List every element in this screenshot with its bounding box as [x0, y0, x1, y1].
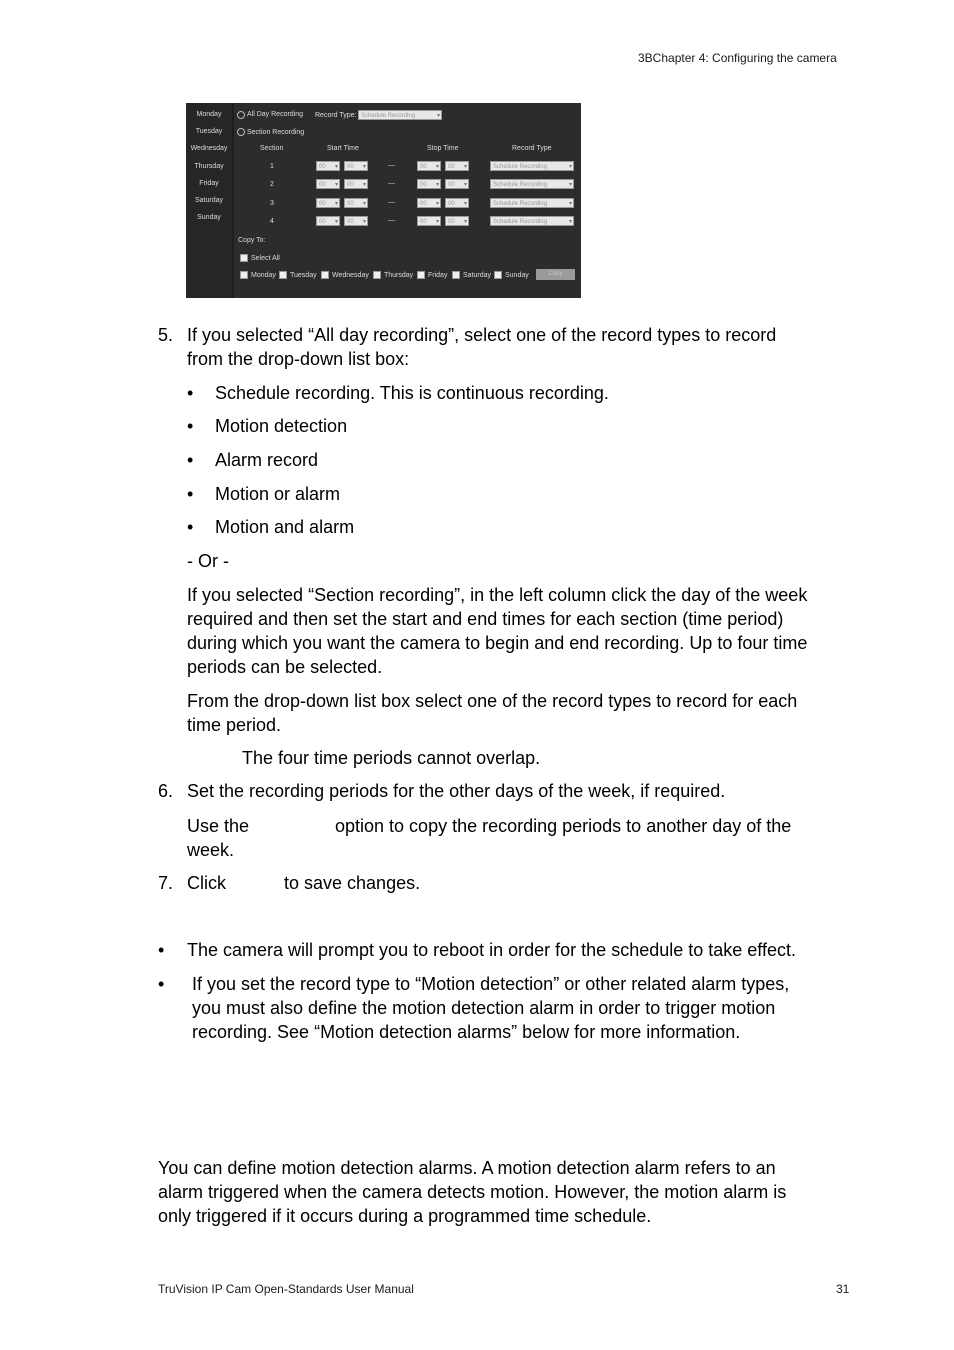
day-thursday[interactable]: Thursday	[194, 163, 224, 170]
note-item-line: you must also define the motion detection alarm in order to trigger motion	[192, 998, 776, 1018]
copy-day-label: Tuesday	[290, 272, 317, 279]
use-copy-text: Use the	[187, 816, 250, 836]
motion-paragraph-line: You can define motion detection alarms. A motion detection alarm refers to an	[158, 1158, 776, 1178]
day-monday[interactable]: Monday	[196, 111, 222, 118]
copy-tuesday-checkbox[interactable]	[279, 271, 287, 279]
section-radio[interactable]	[237, 128, 245, 136]
motion-paragraph-line: alarm triggered when the camera detects motion. However, the motion alarm is	[158, 1182, 787, 1202]
section-number: 4	[270, 218, 274, 225]
schedule-main	[234, 103, 581, 298]
footer-manual-title: TruVision IP Cam Open-Standards User Manual	[158, 1282, 414, 1296]
day-saturday[interactable]: Saturday	[194, 197, 224, 204]
bullet-item: Motion and alarm	[215, 517, 355, 537]
dropdown-paragraph-line: time period.	[187, 715, 282, 735]
bullet: •	[187, 416, 194, 436]
stop-minute[interactable]: 00 ▾	[445, 216, 469, 226]
note-item: The camera will prompt you to reboot in order for the schedule to take effect.	[187, 940, 796, 960]
copy-button[interactable]: Copy	[536, 269, 575, 280]
day-wednesday[interactable]: Wednesday	[190, 145, 228, 152]
stop-minute[interactable]: 00 ▾	[445, 179, 469, 189]
section-number: 3	[270, 200, 274, 207]
note-item-line: recording. See “Motion detection alarms” below for more information.	[192, 1022, 741, 1042]
copy-friday-checkbox[interactable]	[417, 271, 425, 279]
copy-day-label: Wednesday	[332, 272, 369, 279]
use-copy-text: week.	[187, 840, 235, 860]
section-paragraph-line: If you selected “Section recording”, in the left column click the day of the week	[187, 585, 808, 605]
stop-hour[interactable]: 00 ▾	[417, 161, 441, 171]
start-minute[interactable]: 00 ▾	[344, 161, 368, 171]
bullet-item: Schedule recording. This is continuous recording.	[215, 383, 609, 403]
stop-hour[interactable]: 00 ▾	[417, 179, 441, 189]
copy-sunday-checkbox[interactable]	[494, 271, 502, 279]
col-start: Start Time	[327, 145, 359, 152]
step-number: 5.	[158, 325, 174, 345]
copy-day-label: Friday	[428, 272, 448, 279]
copy-day-label: Monday	[251, 272, 276, 279]
bullet: •	[187, 450, 194, 470]
record-type-select[interactable]: Schedule Recording ▾	[358, 110, 442, 120]
col-stop: Stop Time	[427, 145, 459, 152]
select-all-checkbox[interactable]	[240, 254, 248, 262]
step6-text: Set the recording periods for the other days of the week, if required.	[187, 781, 726, 801]
stop-hour[interactable]: 00 ▾	[417, 198, 441, 208]
motion-paragraph-line: only triggered if it occurs during a programmed time schedule.	[158, 1206, 652, 1226]
bullet: •	[187, 484, 194, 504]
use-copy-text: option to copy the recording periods to another day of the	[335, 816, 792, 836]
all-day-label: All Day Recording	[247, 111, 304, 118]
section-paragraph-line: periods can be selected.	[187, 657, 383, 677]
step5-line: from the drop-down list box:	[187, 349, 410, 369]
bullet-item: Motion or alarm	[215, 484, 341, 504]
day-tuesday[interactable]: Tuesday	[195, 128, 223, 135]
copy-wednesday-checkbox[interactable]	[321, 271, 329, 279]
day-column	[186, 103, 232, 298]
select-all-label: Select All	[251, 255, 280, 262]
dropdown-paragraph-line: From the drop-down list box select one of the record types to record for each	[187, 691, 798, 711]
note-item-line: If you set the record type to “Motion detection” or other related alarm types,	[192, 974, 790, 994]
copy-day-label: Thursday	[384, 272, 414, 279]
copy-day-label: Saturday	[463, 272, 492, 279]
copy-day-label: Sunday	[505, 272, 529, 279]
copy-saturday-checkbox[interactable]	[452, 271, 460, 279]
start-hour[interactable]: 00 ▾	[316, 216, 340, 226]
step7-text: Click	[187, 873, 226, 893]
start-hour[interactable]: 00 ▾	[316, 179, 340, 189]
bullet: •	[187, 383, 194, 403]
start-minute[interactable]: 00 ▾	[344, 198, 368, 208]
time-dash: —	[388, 199, 395, 206]
stop-hour[interactable]: 00 ▾	[417, 216, 441, 226]
start-hour[interactable]: 00 ▾	[316, 198, 340, 208]
time-dash: —	[388, 180, 395, 187]
chapter-header: 3BChapter 4: Configuring the camera	[638, 51, 837, 65]
start-hour[interactable]: 00 ▾	[316, 161, 340, 171]
section-number: 1	[270, 163, 274, 170]
copy-monday-checkbox[interactable]	[240, 271, 248, 279]
row-record-type[interactable]: Schedule Recording ▾	[490, 161, 574, 171]
schedule-screenshot	[186, 103, 581, 298]
row-record-type[interactable]: Schedule Recording ▾	[490, 216, 574, 226]
start-minute[interactable]: 00 ▾	[344, 216, 368, 226]
stop-minute[interactable]: 00 ▾	[445, 198, 469, 208]
section-label: Section Recording	[247, 129, 305, 136]
time-dash: —	[388, 217, 395, 224]
time-dash: —	[388, 162, 395, 169]
day-sunday[interactable]: Sunday	[197, 214, 221, 221]
bullet-item: Motion detection	[215, 416, 348, 436]
row-record-type[interactable]: Schedule Recording ▾	[490, 198, 574, 208]
col-type: Record Type	[512, 145, 552, 152]
stop-minute[interactable]: 00 ▾	[445, 161, 469, 171]
row-record-type[interactable]: Schedule Recording ▾	[490, 179, 574, 189]
all-day-radio[interactable]	[237, 111, 245, 119]
bullet: •	[187, 517, 194, 537]
copy-thursday-checkbox[interactable]	[373, 271, 381, 279]
step-number: 7.	[158, 873, 174, 893]
day-friday[interactable]: Friday	[199, 180, 219, 187]
bullet-item: Alarm record	[215, 450, 319, 470]
section-paragraph-line: required and then set the start and end times for each section (time period)	[187, 609, 784, 629]
page-number: 31	[836, 1282, 850, 1296]
record-type-label: Record Type:	[315, 112, 357, 119]
bullet: •	[158, 940, 165, 960]
start-minute[interactable]: 00 ▾	[344, 179, 368, 189]
section-paragraph-line: during which you want the camera to begin and end recording. Up to four time	[187, 633, 808, 653]
section-number: 2	[270, 181, 274, 188]
or-separator: - Or -	[187, 551, 229, 571]
copy-to-label: Copy To:	[238, 237, 266, 244]
bullet: •	[158, 974, 165, 994]
col-section: Section	[260, 145, 284, 152]
note-text: The four time periods cannot overlap.	[242, 748, 541, 768]
step7-text: to save changes.	[284, 873, 421, 893]
step5-line: If you selected “All day recording”, select one of the record types to record	[187, 325, 777, 345]
step-number: 6.	[158, 781, 174, 801]
